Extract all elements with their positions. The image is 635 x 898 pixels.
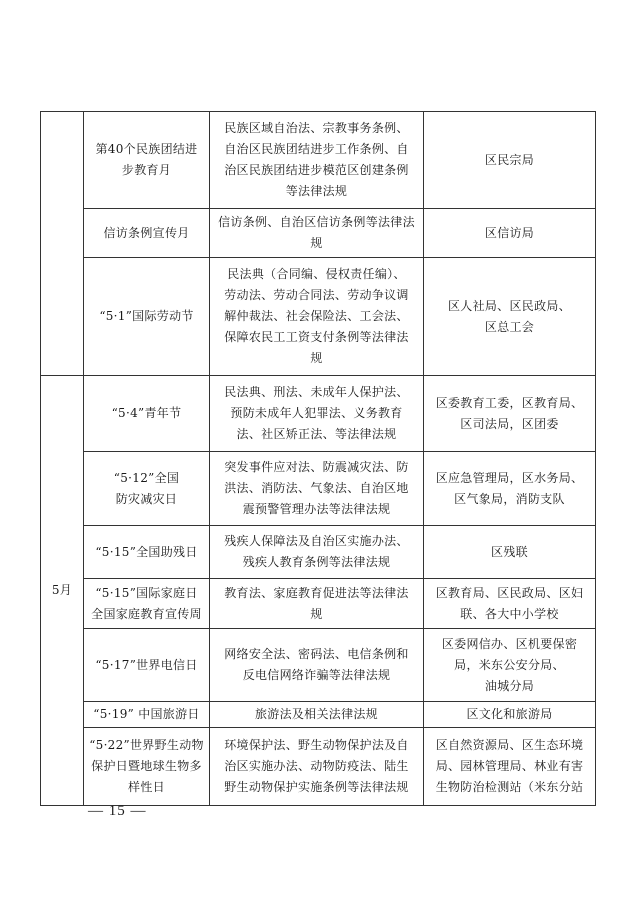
table-row: [41, 526, 596, 579]
laws-cell: 突发事件应对法、防震减灾法、防 洪法、消防法、气象法、自治区地 震预警管理办法等法律法规: [210, 452, 424, 526]
activity-cell: “5·15”全国助残日: [84, 526, 210, 579]
laws-cell: 环境保护法、野生动物保护法及自 治区实施办法、动物防疫法、陆生 野生动物保护实施条例等法律法规: [210, 728, 424, 806]
table-row: [41, 629, 596, 702]
table-row: [41, 258, 596, 376]
activity-cell: “5·19” 中国旅游日: [84, 702, 210, 728]
activity-cell: 第40个民族团结进 步教育月: [84, 112, 210, 209]
laws-cell: 信访条例、自治区信访条例等法律法规: [210, 209, 424, 258]
laws-cell: 教育法、家庭教育促进法等法律法 规: [210, 579, 424, 629]
laws-cell: 旅游法及相关法律法规: [210, 702, 424, 728]
units-cell: 区信访局: [424, 209, 596, 258]
activity-cell: “5·12”全国 防灾减灾日: [84, 452, 210, 526]
units-cell: 区残联: [424, 526, 596, 579]
activity-cell: “5·4”青年节: [84, 376, 210, 452]
units-cell: 区教育局、区民政局、区妇 联、各大中小学校: [424, 579, 596, 629]
activity-cell: “5·1”国际劳动节: [84, 258, 210, 376]
schedule-table: [40, 111, 596, 806]
table-row: [41, 209, 596, 258]
units-cell: 区文化和旅游局: [424, 702, 596, 728]
table-row: [41, 376, 596, 452]
units-cell: 区人社局、区民政局、 区总工会: [424, 258, 596, 376]
laws-cell: 民族区域自治法、宗教事务条例、 自治区民族团结进步工作条例、自 治区民族团结进步模范区创建条例 等法律法规: [210, 112, 424, 209]
table-row: [41, 579, 596, 629]
month-label: 5月: [51, 583, 73, 597]
table-row: [41, 702, 596, 728]
table-row: [41, 452, 596, 526]
activity-cell: “5·22”世界野生动物 保护日暨地球生物多 样性日: [84, 728, 210, 806]
table-row: [41, 728, 596, 806]
units-cell: 区自然资源局、区生态环境 局、园林管理局、林业有害 生物防治检测站（米东分站: [424, 728, 596, 806]
units-cell: 区委教育工委，区教育局、 区司法局，区团委: [424, 376, 596, 452]
activity-cell: “5·15”国际家庭日 全国家庭教育宣传周: [84, 579, 210, 629]
laws-cell: 网络安全法、密码法、电信条例和 反电信网络诈骗等法律法规: [210, 629, 424, 702]
laws-cell: 民法典（合同编、侵权责任编）、 劳动法、劳动合同法、劳动争议调 解仲裁法、社会保险法、工会法、 保障农民工工资支付条例等法律法 规: [210, 258, 424, 376]
laws-cell: 残疾人保障法及自治区实施办法、 残疾人教育条例等法律法规: [210, 526, 424, 579]
table-row: [41, 112, 596, 209]
page-number: — 15 —: [88, 803, 147, 819]
activity-cell: “5·17”世界电信日: [84, 629, 210, 702]
units-cell: 区委网信办、区机要保密 局，米东公安分局、 油城分局: [424, 629, 596, 702]
units-cell: 区应急管理局，区水务局、 区气象局，消防支队: [424, 452, 596, 526]
laws-cell: 民法典、刑法、未成年人保护法、 预防未成年人犯罪法、义务教育 法、社区矫正法、等法律法规: [210, 376, 424, 452]
units-cell: 区民宗局: [424, 112, 596, 209]
activity-cell: 信访条例宣传月: [84, 209, 210, 258]
month-cell-empty: [41, 112, 84, 376]
month-cell: [41, 376, 84, 806]
